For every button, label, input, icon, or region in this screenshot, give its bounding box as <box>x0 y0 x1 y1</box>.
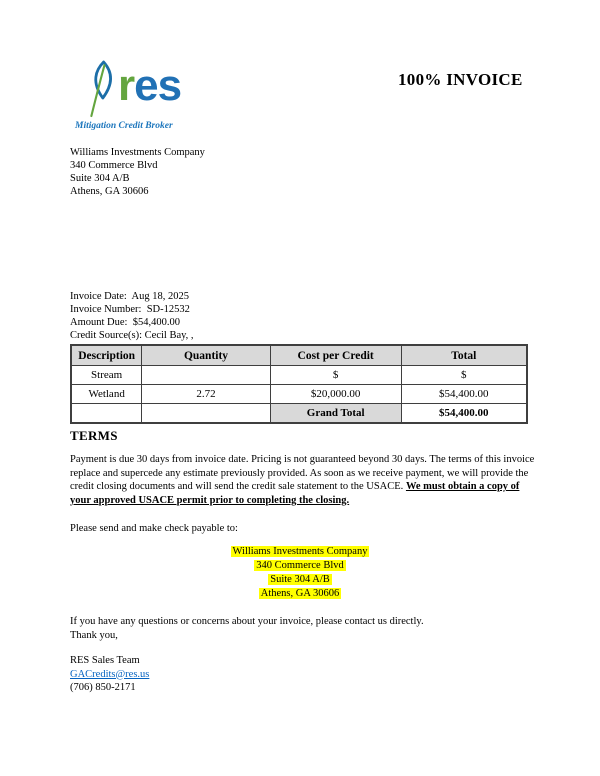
credits-table <box>70 344 528 424</box>
cell-quantity: 2.72 <box>142 385 270 404</box>
payee-address-block <box>70 545 530 601</box>
logo-tagline: Mitigation Credit Broker <box>75 121 173 131</box>
billing-address-line: 340 Commerce Blvd <box>70 160 158 171</box>
thanks-line: Thank you, <box>70 629 118 641</box>
billing-address-line: Suite 304 A/B <box>70 173 130 184</box>
footer-signature <box>70 654 149 695</box>
table-header-row <box>71 345 527 366</box>
terms-body: Payment is due 30 days from invoice date. Pricing is not guaranteed beyond 30 days. The terms of this invoice replace and supercede any estimate previously provided. As soon as we receive payment, we will provide the credit closing documents and will send the credit sale statement to the USACE. <box>70 454 535 493</box>
header-quantity: Quantity <box>142 345 270 366</box>
logo-letter-r: r <box>118 61 135 110</box>
terms-paragraph <box>70 453 536 507</box>
payable-intro: Please send and make check payable to: <box>70 523 238 534</box>
cell-total: $ <box>401 366 527 385</box>
terms-emphasis: We must obtain a copy of your approved USACE permit prior to completing the closing. <box>70 481 520 506</box>
payee-line <box>70 573 530 587</box>
credit-source-row <box>70 329 194 342</box>
page-title: 100% INVOICE <box>398 70 523 89</box>
footer-contact <box>70 615 424 642</box>
grand-total-value: $54,400.00 <box>401 404 527 424</box>
payee-line <box>70 587 530 601</box>
cell-cost: $20,000.00 <box>270 385 401 404</box>
payee-line-highlight: Suite 304 A/B <box>270 574 330 585</box>
cell-description: Stream <box>71 366 142 385</box>
invoice-date-label: Invoice Date: <box>70 291 127 302</box>
table-row <box>71 366 527 385</box>
billing-address <box>70 146 205 198</box>
terms-heading: TERMS <box>70 428 118 443</box>
logo-wordmark <box>118 61 182 110</box>
grand-total-label: Grand Total <box>270 404 401 424</box>
header-total: Total <box>401 345 527 366</box>
invoice-date-row <box>70 290 194 303</box>
leaf-icon <box>84 58 120 120</box>
credit-source-value: Cecil Bay, , <box>144 330 194 341</box>
grand-total-row <box>71 404 527 424</box>
sales-team-line: RES Sales Team <box>70 655 140 666</box>
amount-due-row <box>70 316 194 329</box>
header-cost-per-credit: Cost per Credit <box>270 345 401 366</box>
invoice-number-value: SD-12532 <box>146 304 190 315</box>
payee-line-highlight: Williams Investments Company <box>232 546 368 557</box>
invoice-number-label: Invoice Number: <box>70 304 142 315</box>
cell-empty <box>142 404 270 424</box>
logo-letters-es: es <box>134 61 182 110</box>
table-row <box>71 385 527 404</box>
invoice-details <box>70 290 194 342</box>
contact-line: If you have any questions or concerns about your invoice, please contact us directly. <box>70 616 424 627</box>
cell-description: Wetland <box>71 385 142 404</box>
billing-address-line: Williams Investments Company <box>70 147 205 158</box>
amount-due-value: $54,400.00 <box>132 317 180 328</box>
email-link[interactable]: GACredits@res.us <box>70 668 150 680</box>
payee-line-highlight: Athens, GA 30606 <box>260 588 340 599</box>
credit-source-label: Credit Source(s): <box>70 330 143 341</box>
company-logo <box>84 58 181 120</box>
payee-line <box>70 545 530 559</box>
cell-quantity <box>142 366 270 385</box>
header-description: Description <box>71 345 142 366</box>
payee-line <box>70 559 530 573</box>
payee-line-highlight: 340 Commerce Blvd <box>256 560 344 571</box>
amount-due-label: Amount Due: <box>70 317 128 328</box>
cell-total: $54,400.00 <box>401 385 527 404</box>
cell-cost: $ <box>270 366 401 385</box>
invoice-number-row <box>70 303 194 316</box>
billing-address-line: Athens, GA 30606 <box>70 186 149 197</box>
cell-empty <box>71 404 142 424</box>
invoice-date-value: Aug 18, 2025 <box>131 291 189 302</box>
phone-number: (706) 850-2171 <box>70 682 136 693</box>
